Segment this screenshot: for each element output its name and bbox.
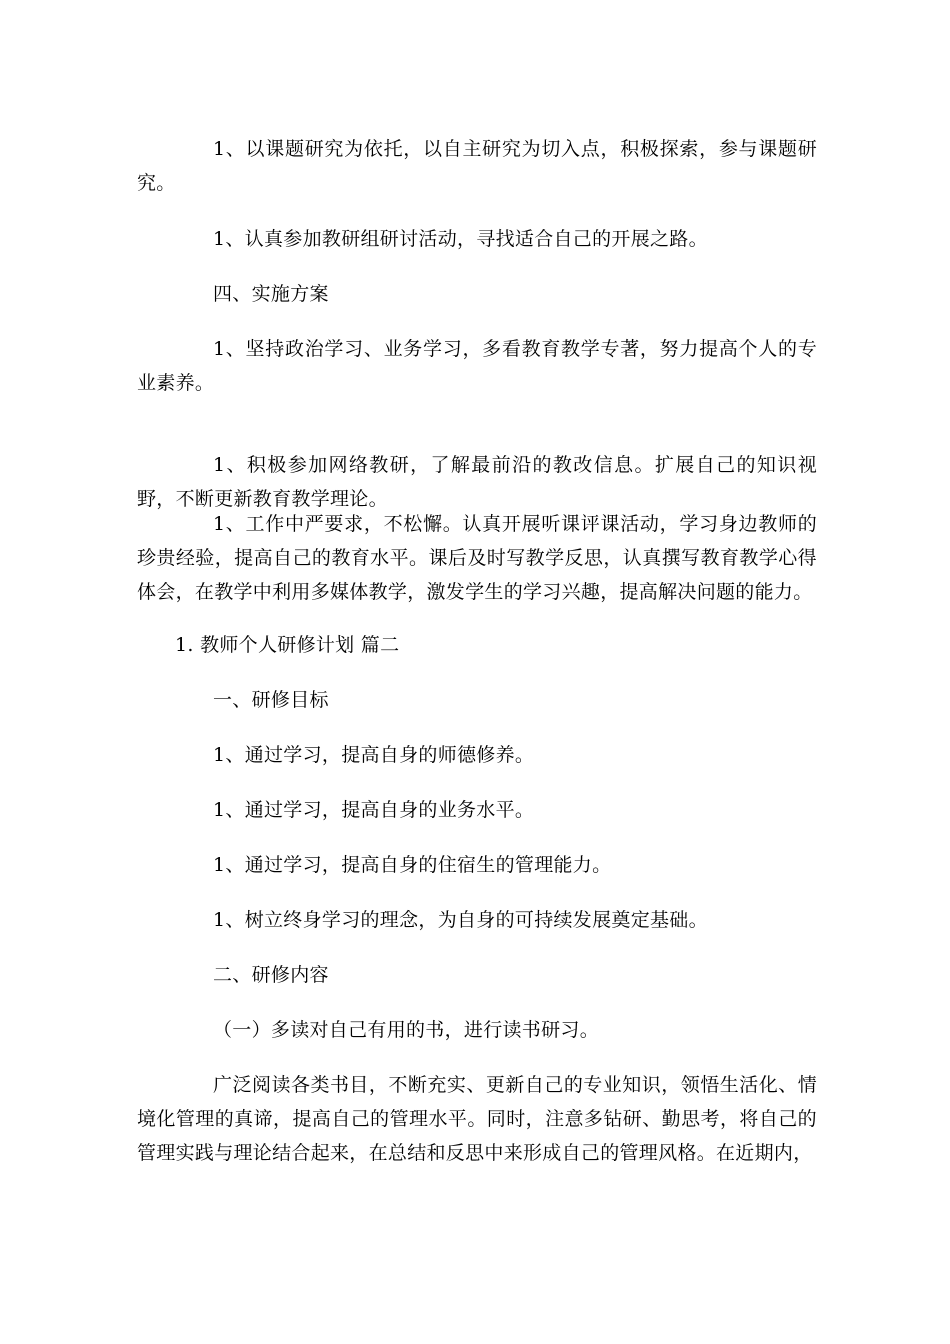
heading-implementation-plan: 四、实施方案 <box>213 283 329 305</box>
paragraph-research-topic: 1、以课题研究为依托，以自主研究为切入点，积极探索，参与课题研究。 <box>137 138 817 194</box>
heading-section-two: 1. 教师个人研修计划 篇二 <box>175 634 400 656</box>
paragraph-wide-reading: 广泛阅读各类书目，不断充实、更新自己的专业知识，领悟生活化、情境化管理的真谛，提高自己的管理水平。同时，注意多钻研、勤思考，将自己的管理实践与理论结合起来，在总结和反思中来形成自己的管理风格。在近期内， <box>137 1074 817 1164</box>
paragraph-teaching-group: 1、认真参加教研组研讨活动，寻找适合自己的开展之路。 <box>213 228 708 250</box>
paragraph-political-study: 1、坚持政治学习、业务学习，多看教育教学专著，努力提高个人的专业素养。 <box>137 338 817 394</box>
subheading-reading: （一）多读对自己有用的书，进行读书研习。 <box>213 1019 600 1041</box>
goal-item-ethics: 1、通过学习，提高自身的师德修养。 <box>213 744 535 766</box>
goal-item-lifelong: 1、树立终身学习的理念，为自身的可持续发展奠定基础。 <box>213 909 708 931</box>
heading-research-content: 二、研修内容 <box>213 964 329 986</box>
heading-research-goals: 一、研修目标 <box>213 689 329 711</box>
goal-item-management: 1、通过学习，提高自身的住宿生的管理能力。 <box>213 854 612 876</box>
goal-item-business: 1、通过学习，提高自身的业务水平。 <box>213 799 535 821</box>
paragraph-strict-work: 1、工作中严要求，不松懈。认真开展听课评课活动，学习身边教师的珍贵经验，提高自己的教育水平。课后及时写教学反思，认真撰写教育教学心得体会，在教学中利用多媒体教学，激发学生的学习兴趣，提高解决问题的能力。 <box>137 513 817 603</box>
paragraph-online-research: 1、积极参加网络教研，了解最前沿的教改信息。扩展自己的知识视野，不断更新教育教学理论。 <box>137 454 817 510</box>
